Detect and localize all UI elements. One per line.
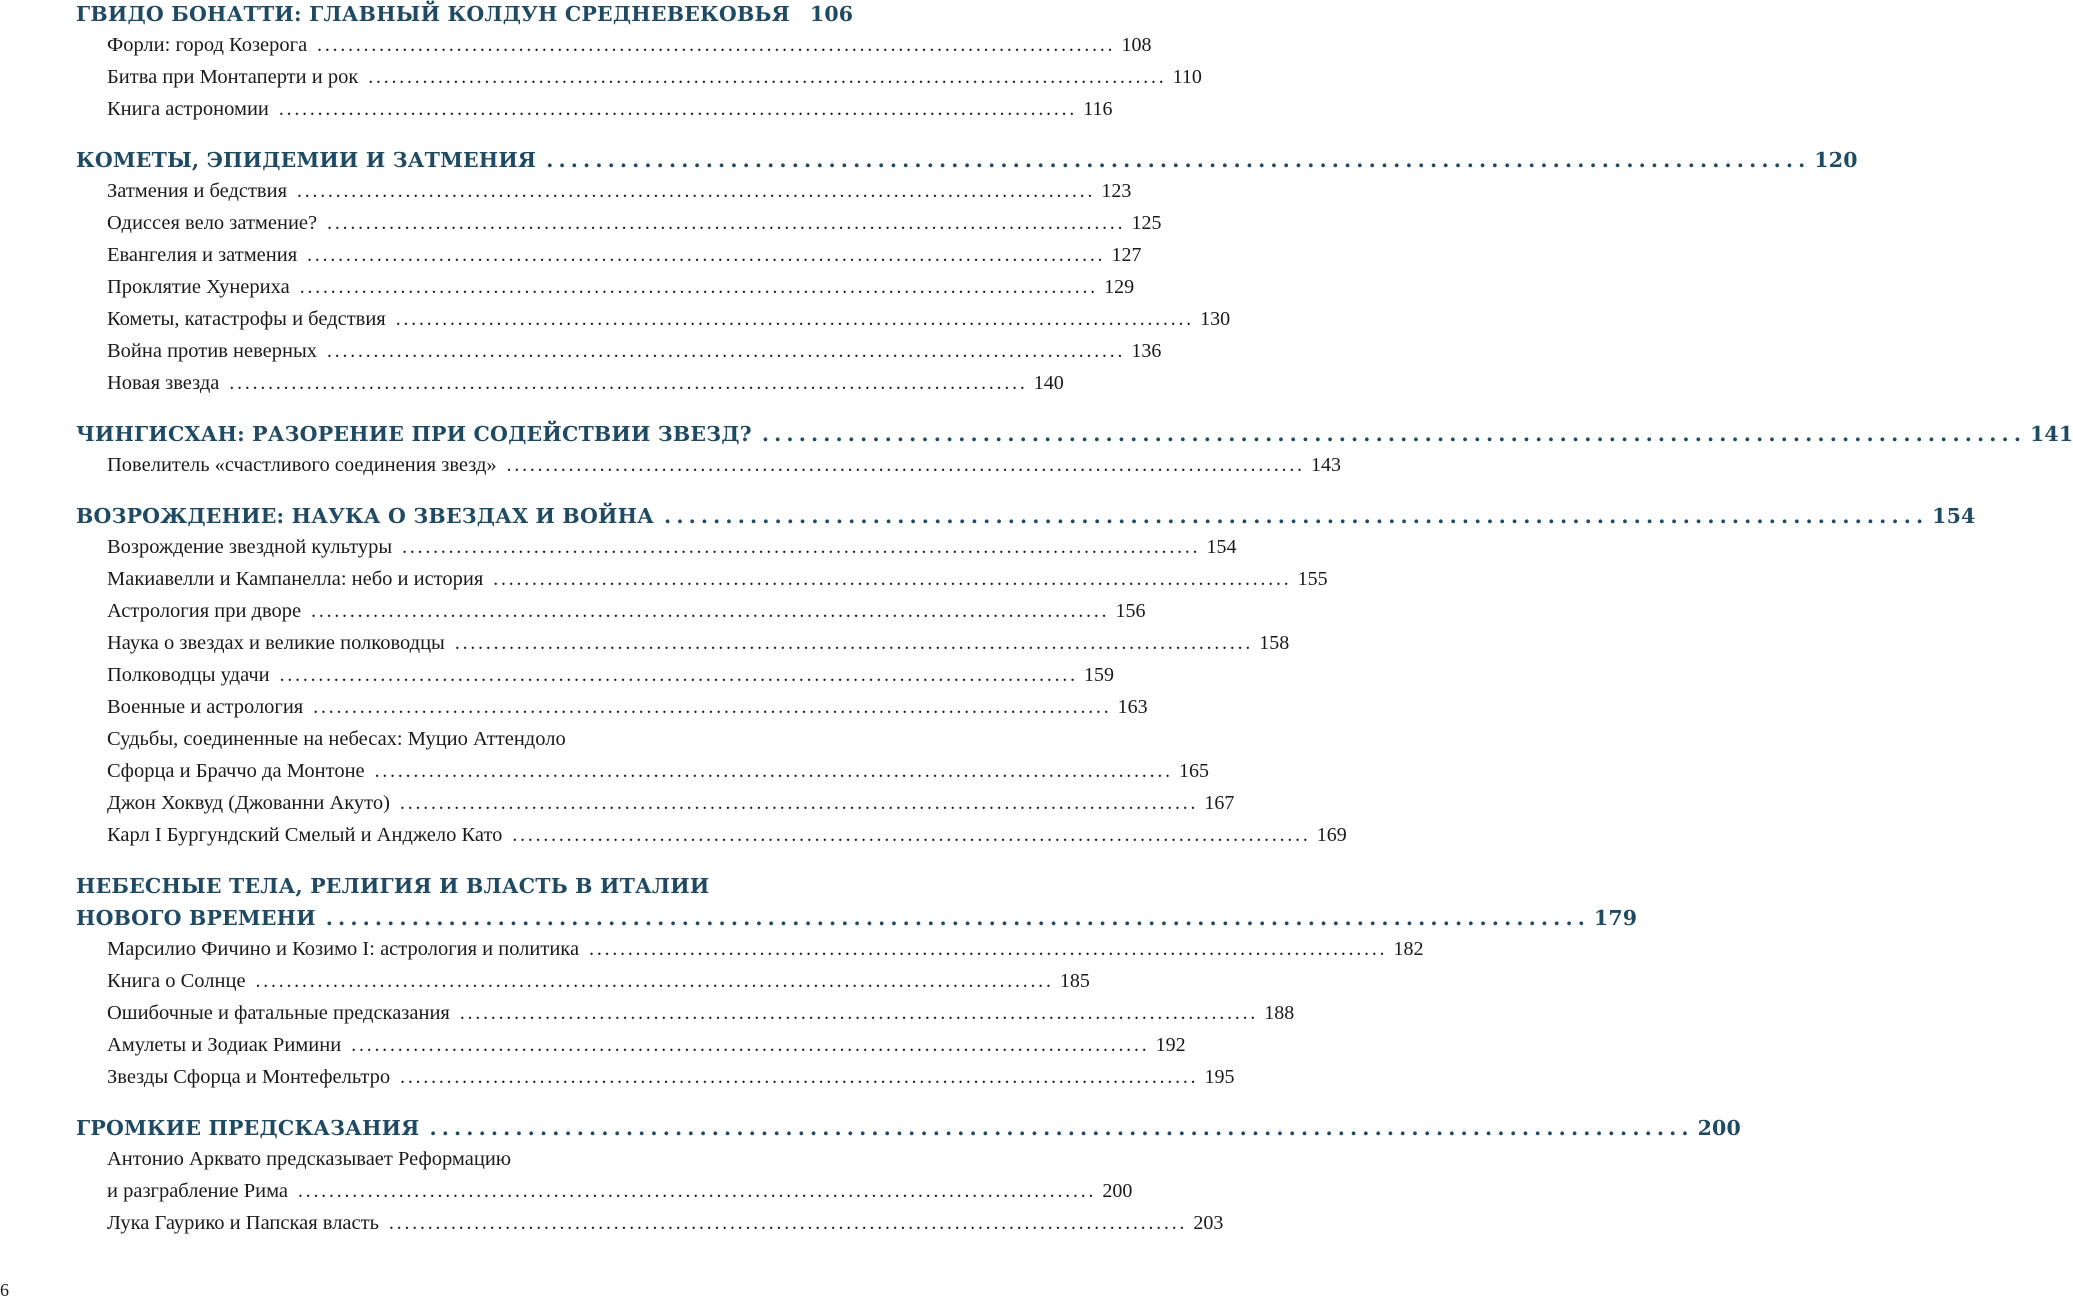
toc-title: НОВОГО ВРЕМЕНИ xyxy=(76,906,316,930)
toc-title: Евангелия и затмения xyxy=(107,244,298,266)
dot-leader xyxy=(279,99,1073,121)
toc-page-number: 140 xyxy=(1033,372,1064,394)
toc-page-number: 169 xyxy=(1316,824,1347,846)
dot-leader xyxy=(326,906,1584,930)
toc-page-number: 129 xyxy=(1104,276,1135,298)
toc-entry xyxy=(107,1148,844,1171)
toc-title: Книга о Солнце xyxy=(107,970,246,992)
dot-leader xyxy=(256,971,1050,993)
toc-title: Кометы, катастрофы и бедствия xyxy=(107,308,386,330)
toc-title: Джон Хоквуд (Джованни Акуто) xyxy=(107,792,390,814)
toc-entry xyxy=(107,372,1064,395)
toc-entry xyxy=(107,664,1115,687)
toc-title: Карл I Бургундский Смелый и Анджело Като xyxy=(107,824,503,846)
toc-page-number: 141 xyxy=(2029,422,2073,446)
toc-entry xyxy=(107,98,1113,121)
toc-page-number: 120 xyxy=(1814,148,1858,172)
toc-title: Наука о звездах и великие полководцы xyxy=(107,632,445,654)
toc-entry xyxy=(107,696,1148,719)
toc-entry xyxy=(107,536,1237,559)
toc-title: и разграбление Рима xyxy=(107,1180,289,1202)
toc-title: КОМЕТЫ, ЭПИДЕМИИ И ЗАТМЕНИЯ xyxy=(76,148,537,172)
dot-leader xyxy=(307,245,1101,267)
dot-leader xyxy=(546,148,1804,172)
toc-title: Затмения и бедствия xyxy=(107,180,288,202)
dot-leader xyxy=(311,601,1105,623)
dot-leader xyxy=(375,761,1169,783)
dot-leader xyxy=(298,1181,1092,1203)
dot-leader xyxy=(400,793,1194,815)
toc-page-number: 130 xyxy=(1200,308,1231,330)
toc-page-number: 155 xyxy=(1297,568,1328,590)
toc-page-number: 156 xyxy=(1115,600,1146,622)
toc-entry xyxy=(107,970,1090,993)
toc-page-number: 116 xyxy=(1083,98,1113,120)
dot-leader xyxy=(493,569,1287,591)
toc-page-number: 163 xyxy=(1117,696,1148,718)
toc-chapter xyxy=(76,2,854,26)
toc-title: Война против неверных xyxy=(107,340,317,362)
toc-page-number: 108 xyxy=(1121,34,1152,56)
dot-leader xyxy=(317,35,1111,57)
toc-entry xyxy=(107,276,1135,299)
dot-leader xyxy=(327,213,1121,235)
toc-title: Новая звезда xyxy=(107,372,220,394)
toc-chapter xyxy=(76,504,1976,528)
toc-title: ВОЗРОЖДЕНИЕ: НАУКА О ЗВЕЗДАХ И ВОЙНА xyxy=(76,504,655,528)
dot-leader xyxy=(762,422,2020,446)
dot-leader xyxy=(589,939,1383,961)
toc-entry xyxy=(107,1212,1224,1235)
dot-leader xyxy=(300,277,1094,299)
toc-entry xyxy=(107,728,844,751)
toc-title: Одиссея вело затмение? xyxy=(107,212,318,234)
toc-title: Марсилио Фичино и Козимо I: астрология и политика xyxy=(107,938,580,960)
toc-page-number: 179 xyxy=(1593,906,1638,930)
toc-entry xyxy=(107,1066,1235,1089)
dot-leader xyxy=(664,504,1922,528)
dot-leader xyxy=(402,537,1196,559)
dot-leader xyxy=(429,1116,1687,1140)
dot-leader xyxy=(313,697,1107,719)
toc-entry xyxy=(107,180,1132,203)
toc-title: Звезды Сфорца и Монтефельтро xyxy=(107,1066,391,1088)
dot-leader xyxy=(455,633,1249,655)
toc-page-number: 106 xyxy=(809,2,854,26)
toc-chapter xyxy=(76,1116,1741,1140)
dot-leader xyxy=(280,665,1074,687)
dot-leader xyxy=(368,67,1162,89)
toc-entry xyxy=(107,568,1328,591)
toc-title: Полководцы удачи xyxy=(107,664,270,686)
toc-title: Повелитель «счастливого соединения звезд» xyxy=(107,454,497,476)
toc-entry xyxy=(107,1034,1186,1057)
toc-page-number: 127 xyxy=(1111,244,1142,266)
toc-page-number: 154 xyxy=(1206,536,1237,558)
dot-leader xyxy=(507,455,1301,477)
toc-title: НЕБЕСНЫЕ ТЕЛА, РЕЛИГИЯ И ВЛАСТЬ В ИТАЛИИ xyxy=(76,874,710,898)
dot-leader xyxy=(460,1003,1254,1025)
dot-leader xyxy=(400,1067,1194,1089)
toc-title: ЧИНГИСХАН: РАЗОРЕНИЕ ПРИ СОДЕЙСТВИИ ЗВЕЗД? xyxy=(76,422,752,446)
toc-entry xyxy=(107,34,1152,57)
toc-title: Ошибочные и фатальные предсказания xyxy=(107,1002,450,1024)
toc-entry xyxy=(107,760,1210,783)
dot-leader xyxy=(297,181,1091,203)
toc-entry xyxy=(107,1180,1133,1203)
page-number: 6 xyxy=(0,1280,9,1300)
toc-page-number: 192 xyxy=(1155,1034,1186,1056)
toc-page-number: 158 xyxy=(1259,632,1290,654)
toc-chapter xyxy=(76,148,1858,172)
toc-page-number: 200 xyxy=(1697,1116,1741,1140)
toc-title: Книга астрономии xyxy=(107,98,269,120)
toc-title: ГВИДО БОНАТТИ: ГЛАВНЫЙ КОЛДУН СРЕДНЕВЕКОВЬЯ xyxy=(76,2,790,26)
toc-page-number: 165 xyxy=(1179,760,1210,782)
toc-entry xyxy=(107,454,1342,477)
toc-title: Судьбы, соединенные на небесах: Муцио Аттендоло xyxy=(107,728,566,750)
toc-title: Военные и астрология xyxy=(107,696,304,718)
toc-entry xyxy=(107,938,1424,961)
dot-leader xyxy=(351,1035,1145,1057)
toc-title: Сфорца и Браччо да Монтоне xyxy=(107,760,365,782)
toc-chapter xyxy=(76,906,1638,930)
toc-title: Форли: город Козерога xyxy=(107,34,308,56)
toc-entry xyxy=(107,212,1162,235)
toc-entry xyxy=(107,340,1162,363)
toc-entry xyxy=(107,600,1146,623)
toc-chapter xyxy=(76,422,2073,446)
toc-title: Проклятие Хунериха xyxy=(107,276,290,298)
toc-page-number: 125 xyxy=(1131,212,1162,234)
toc-title: Лука Гаурико и Папская власть xyxy=(107,1212,379,1234)
toc-page-number: 143 xyxy=(1311,454,1342,476)
toc-entry xyxy=(107,244,1142,267)
toc-title: Антонио Арквато предсказывает Реформацию xyxy=(107,1148,512,1170)
toc-page-number: 195 xyxy=(1204,1066,1235,1088)
toc-page-number: 159 xyxy=(1084,664,1115,686)
toc-page-number: 123 xyxy=(1101,180,1132,202)
toc-entry xyxy=(107,1002,1295,1025)
dot-leader xyxy=(396,309,1190,331)
toc-page-number: 203 xyxy=(1193,1212,1224,1234)
dot-leader xyxy=(512,825,1306,847)
toc-title: Битва при Монтаперти и рок xyxy=(107,66,359,88)
toc-page-number: 167 xyxy=(1204,792,1235,814)
toc-title: Макиавелли и Кампанелла: небо и история xyxy=(107,568,484,590)
dot-leader xyxy=(229,373,1023,395)
toc-entry xyxy=(107,66,1202,89)
toc-page-number: 182 xyxy=(1393,938,1424,960)
toc-title: Возрождение звездной культуры xyxy=(107,536,393,558)
toc-entry xyxy=(107,792,1235,815)
toc-entry xyxy=(107,824,1347,847)
toc-page-number: 110 xyxy=(1172,66,1202,88)
toc-page-number: 188 xyxy=(1264,1002,1295,1024)
dot-leader xyxy=(389,1213,1183,1235)
toc-page-number: 200 xyxy=(1102,1180,1133,1202)
toc-chapter xyxy=(76,874,844,898)
dot-leader xyxy=(327,341,1121,363)
toc-page-number: 185 xyxy=(1059,970,1090,992)
toc-title: Астрология при дворе xyxy=(107,600,302,622)
toc-entry xyxy=(107,308,1231,331)
toc-entry xyxy=(107,632,1290,655)
toc-title: ГРОМКИЕ ПРЕДСКАЗАНИЯ xyxy=(76,1116,420,1140)
toc-page-number: 136 xyxy=(1131,340,1162,362)
toc-page-number: 154 xyxy=(1932,504,1976,528)
toc-title: Амулеты и Зодиак Римини xyxy=(107,1034,342,1056)
